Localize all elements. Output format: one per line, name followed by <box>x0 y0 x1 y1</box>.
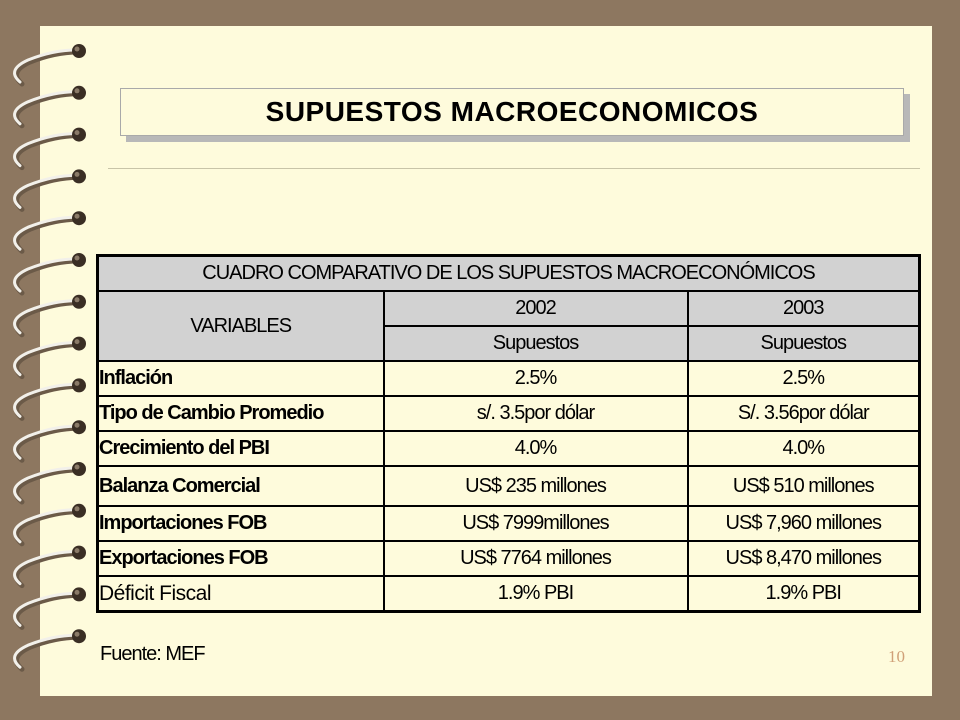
table-row <box>98 466 920 506</box>
table-row <box>98 541 920 576</box>
row-label: Crecimiento del PBI <box>98 431 384 466</box>
spiral-ring <box>15 337 86 377</box>
row-label: Balanza Comercial <box>98 466 384 506</box>
spiral-ring <box>15 504 86 544</box>
subheader-2003: Supuestos <box>688 326 920 361</box>
spiral-ring <box>15 253 86 293</box>
table-caption: CUADRO COMPARATIVO DE LOS SUPUESTOS MACROECONÓMICOS <box>98 256 920 292</box>
cell-2003: US$ 510 millones <box>688 466 920 506</box>
spiral-ring <box>15 211 86 251</box>
spiral-ring <box>15 44 86 84</box>
row-label: Déficit Fiscal <box>98 576 384 612</box>
table-header-row <box>98 291 920 326</box>
cell-2003: 1.9% PBI <box>688 576 920 612</box>
cell-2002: 4.0% <box>384 431 688 466</box>
spiral-ring <box>15 629 86 669</box>
slide-title: SUPUESTOS MACROECONOMICOS <box>265 96 759 127</box>
table-row <box>98 576 920 612</box>
title-box <box>120 88 904 136</box>
table-row <box>98 506 920 541</box>
cell-2003: 4.0% <box>688 431 920 466</box>
spiral-ring <box>15 128 86 168</box>
cell-2003: US$ 7,960 millones <box>688 506 920 541</box>
divider-line <box>108 168 920 169</box>
cell-2002: 1.9% PBI <box>384 576 688 612</box>
variables-header: VARIABLES <box>98 291 384 361</box>
spiral-ring <box>15 295 86 335</box>
spiral-ring <box>15 546 86 586</box>
spiral-ring <box>15 169 86 209</box>
row-label: Exportaciones FOB <box>98 541 384 576</box>
spiral-ring <box>15 420 86 460</box>
row-label: Tipo de Cambio Promedio <box>98 396 384 431</box>
table-row <box>98 361 920 396</box>
year-header-2003: 2003 <box>688 291 920 326</box>
table-caption-row <box>98 256 920 292</box>
row-label: Importaciones FOB <box>98 506 384 541</box>
cell-2003: US$ 8,470 millones <box>688 541 920 576</box>
subheader-2002: Supuestos <box>384 326 688 361</box>
cell-2002: US$ 7764 millones <box>384 541 688 576</box>
comparison-table <box>96 254 921 613</box>
source-note: Fuente: MEF <box>100 643 205 665</box>
row-label: Inflación <box>98 361 384 396</box>
cell-2002: US$ 235 millones <box>384 466 688 506</box>
spiral-ring <box>15 587 86 627</box>
spiral-ring <box>15 378 86 418</box>
spiral-ring <box>15 86 86 126</box>
table-row <box>98 396 920 431</box>
cell-2003: S/. 3.56por dólar <box>688 396 920 431</box>
cell-2002: s/. 3.5por dólar <box>384 396 688 431</box>
spiral-binding <box>0 0 110 720</box>
cell-2002: 2.5% <box>384 361 688 396</box>
year-header-2002: 2002 <box>384 291 688 326</box>
spiral-ring <box>15 462 86 502</box>
cell-2002: US$ 7999millones <box>384 506 688 541</box>
cell-2003: 2.5% <box>688 361 920 396</box>
page-number: 10 <box>888 647 905 666</box>
table-row <box>98 431 920 466</box>
